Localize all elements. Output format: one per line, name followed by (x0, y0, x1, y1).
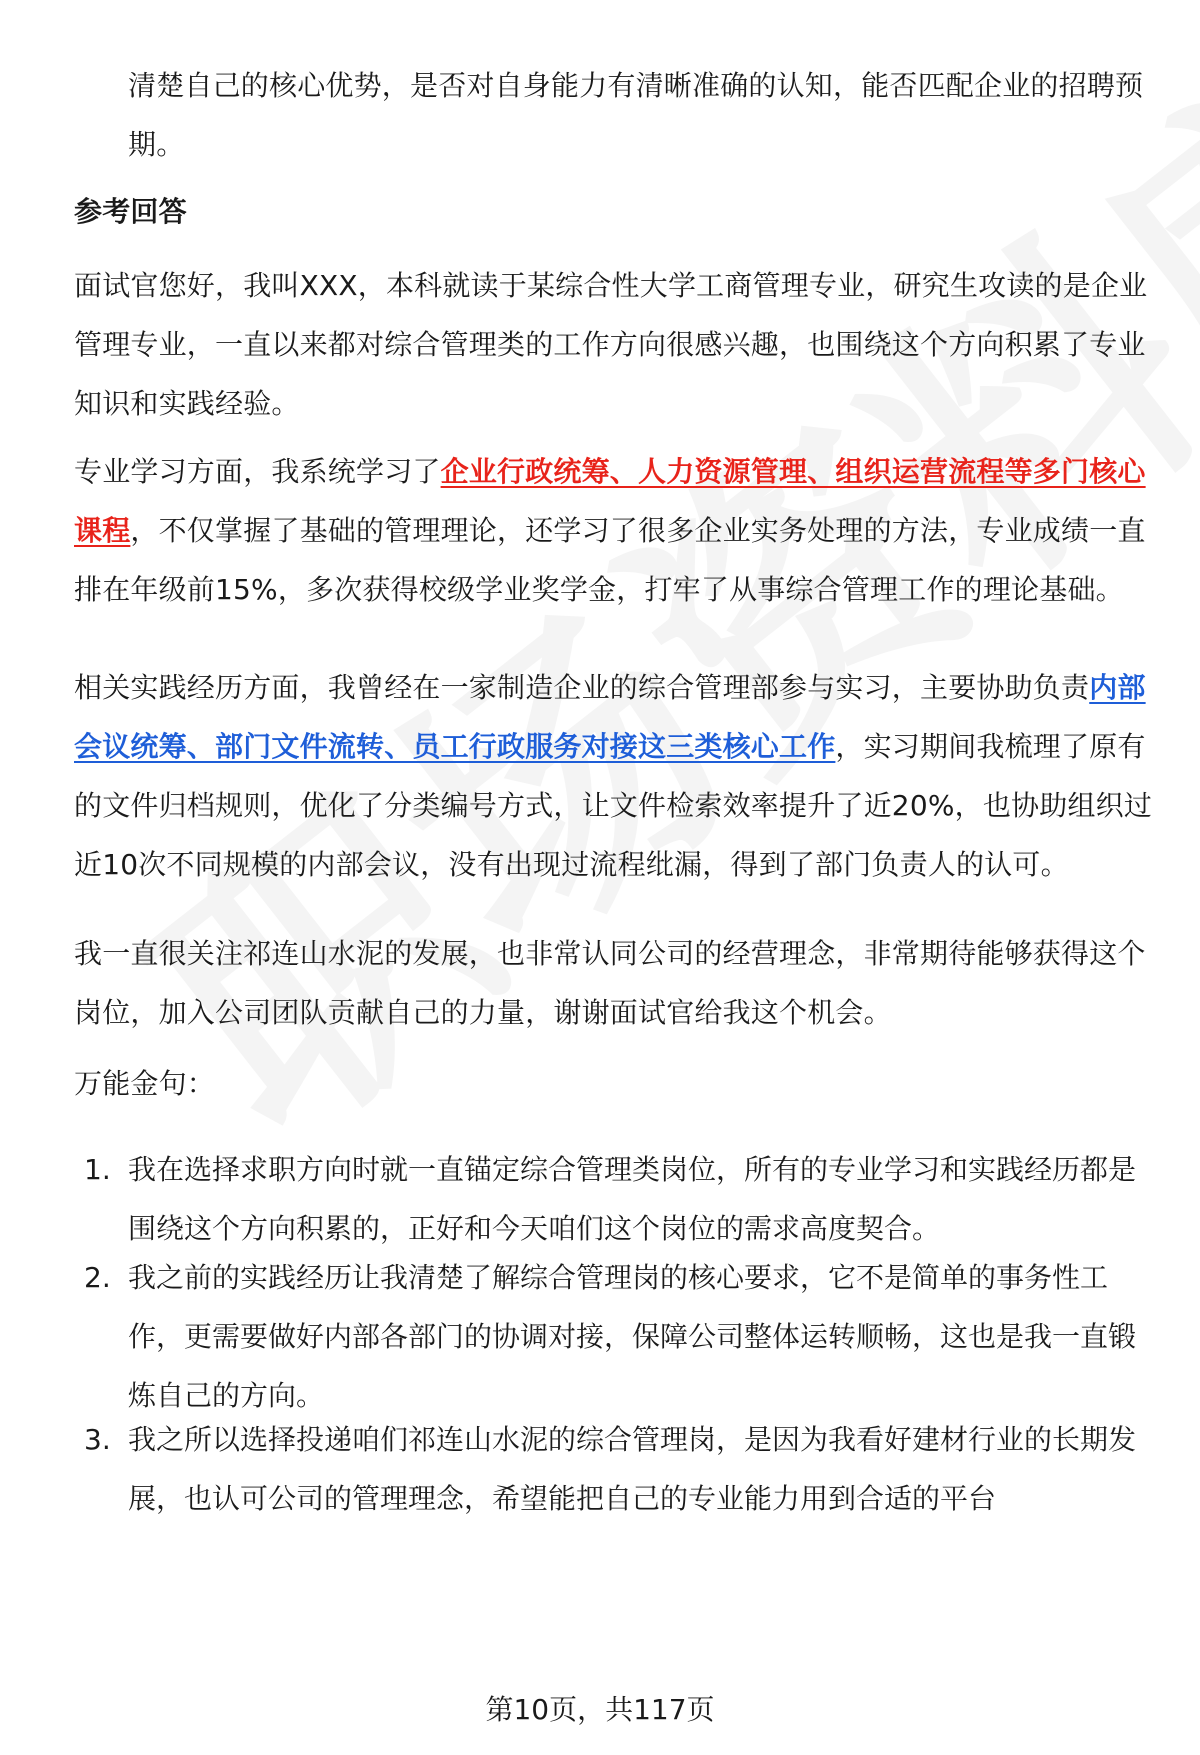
study-text-pre: 专业学习方面，我系统学习了 (74, 455, 441, 488)
closing-paragraph: 我一直很关注祁连山水泥的发展，也非常认同公司的经营理念，非常期待能够获得这个岗位，加入公司团队贡献自己的力量，谢谢面试官给我这个机会。 (74, 937, 1146, 1029)
continuation-paragraph: 清楚自己的核心优势，是否对自身能力有清晰准确的认知，能否匹配企业的招聘预期。 (128, 69, 1144, 161)
list-item-number: 2. (84, 1261, 111, 1294)
practice-paragraph (74, 658, 1154, 894)
study-courses-highlight: 企业行政统筹、人力资源管理、组织运营流程等多门核心课程 (74, 455, 1146, 547)
practice-text-post: ，实习期间我梳理了原有的文件归档规则，优化了分类编号方式，让文件检索效率提升了近20%，也协助组织过近10次不同规模的内部会议，没有出现过流程纰漏，得到了部门负责人的认可。 (74, 730, 1153, 881)
golden-sentences-heading: 万能金句： (74, 1067, 216, 1100)
list-item-text: 我之所以选择投递咱们祁连山水泥的综合管理岗，是因为我看好建材行业的长期发展，也认可公司的管理理念，希望能把自己的专业能力用到合适的平台 (128, 1423, 1137, 1515)
list-item-text: 我之前的实践经历让我清楚了解综合管理岗的核心要求，它不是简单的事务性工作，更需要做好内部各部门的协调对接，保障公司整体运转顺畅，这也是我一直锻炼自己的方向。 (128, 1261, 1137, 1412)
list-item-number: 3. (84, 1423, 111, 1456)
list-item-number: 1. (84, 1153, 111, 1186)
intro-paragraph: 面试官您好，我叫XXX，本科就读于某综合性大学工商管理专业，研究生攻读的是企业管理专业，一直以来都对综合管理类的工作方向很感兴趣，也围绕这个方向积累了专业知识和实践经验。 (74, 269, 1148, 420)
practice-work-highlight: 内部会议统筹、部门文件流转、员工行政服务对接这三类核心工作 (74, 671, 1146, 763)
practice-text-pre: 相关实践经历方面，我曾经在一家制造企业的综合管理部参与实习，主要协助负责 (74, 671, 1090, 704)
page-footer: 第10页，共117页 (485, 1693, 715, 1726)
list-item-text: 我在选择求职方向时就一直锚定综合管理类岗位，所有的专业学习和实践经历都是围绕这个方向积累的，正好和今天咱们这个岗位的需求高度契合。 (128, 1153, 1137, 1245)
study-text-post: ，不仅掌握了基础的管理理论，还学习了很多企业实务处理的方法，专业成绩一直排在年级前15%，多次获得校级学业奖学金，打牢了从事综合管理工作的理论基础。 (74, 514, 1146, 606)
reference-answer-heading: 参考回答 (74, 195, 187, 228)
study-paragraph (74, 442, 1154, 619)
